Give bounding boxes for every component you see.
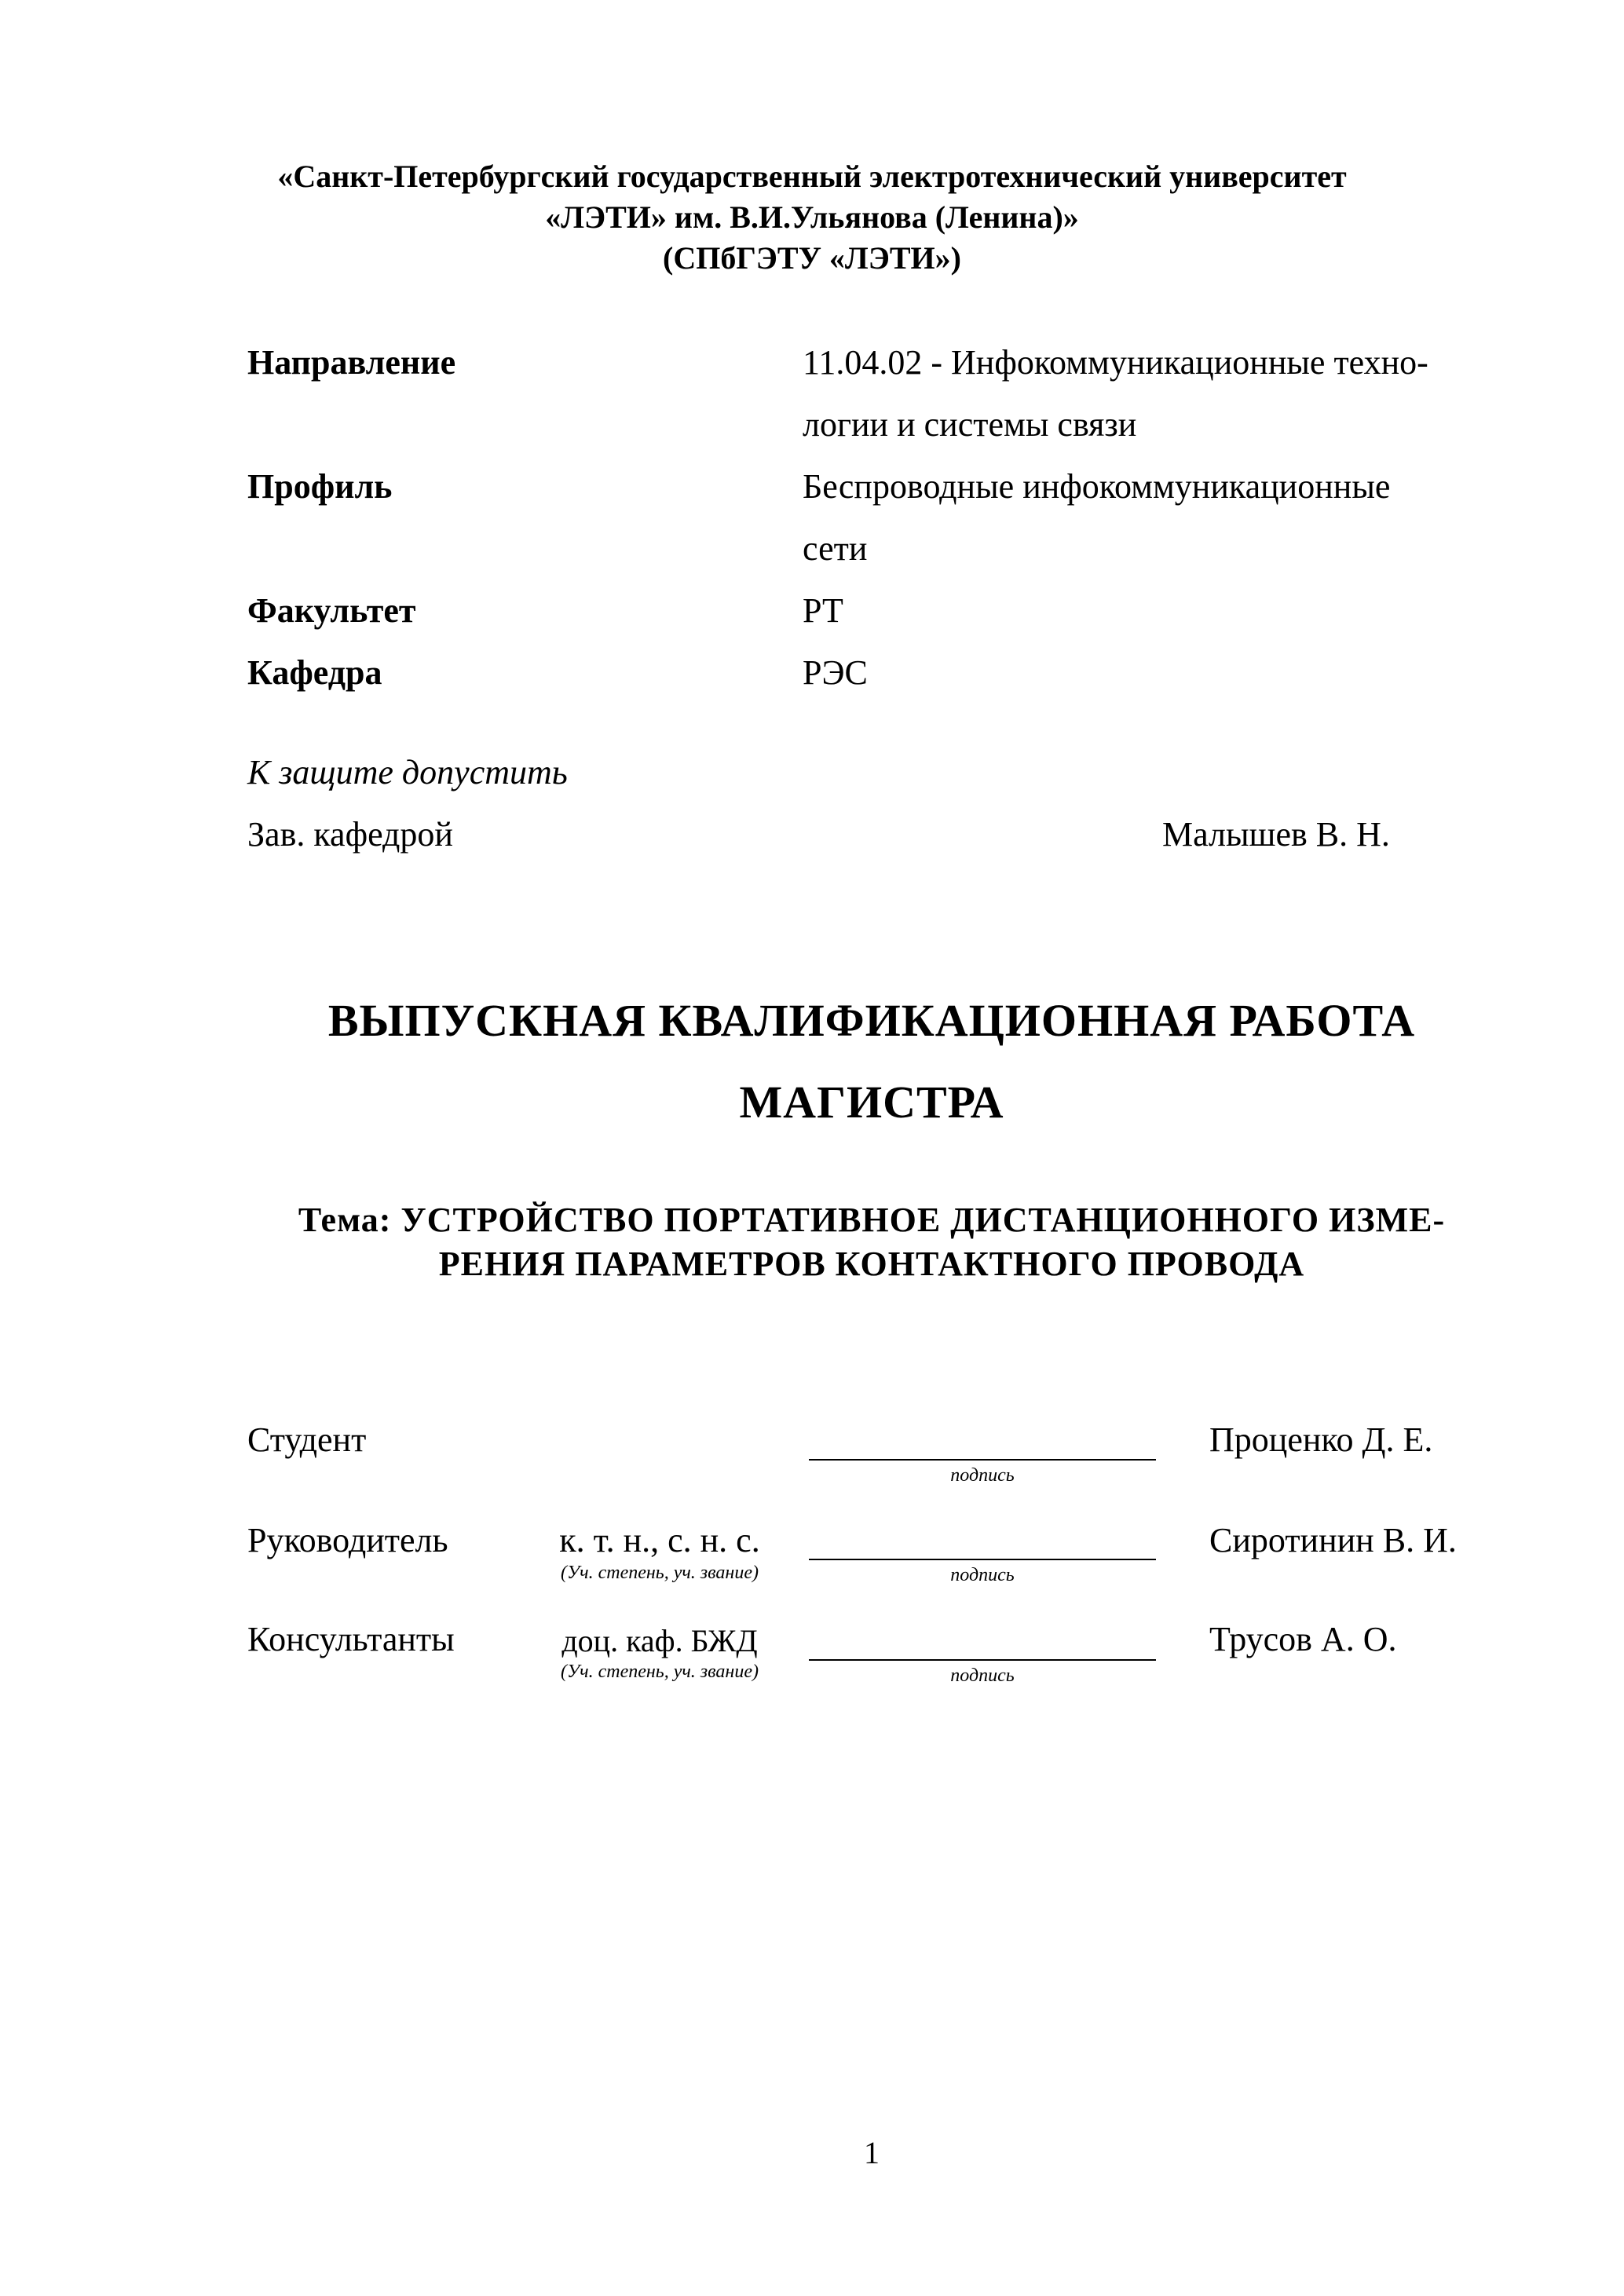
field-label-direction: Направление	[247, 343, 456, 382]
signature-role-consultants: Консультанты	[247, 1620, 455, 1658]
field-label-faculty: Факультет	[247, 591, 416, 630]
signature-caption-supervisor: подпись	[950, 1565, 1015, 1585]
signature-caption-consultants: подпись	[950, 1665, 1015, 1686]
field-value-direction-line1: 11.04.02 - Инфокоммуникационные техно-	[803, 343, 1428, 382]
signature-caption-student: подпись	[950, 1465, 1015, 1486]
topic-line2: РЕНИЯ ПАРАМЕТРОВ КОНТАКТНОГО ПРОВОДА	[438, 1245, 1305, 1283]
field-label-department: Кафедра	[247, 653, 382, 692]
signature-role-supervisor: Руководитель	[247, 1521, 448, 1559]
signature-name-supervisor: Сиротинин В. И.	[1209, 1521, 1457, 1559]
field-value-profile-line1: Беспроводные инфокоммуникационные	[803, 467, 1391, 506]
signature-degree-supervisor: к. т. н., с. н. с.	[559, 1521, 760, 1559]
thesis-title-line1: ВЫПУСКНАЯ КВАЛИФИКАЦИОННАЯ РАБОТА	[327, 995, 1416, 1046]
admission-text: К защите допустить	[247, 753, 568, 792]
signature-degree-consultants: доц. каф. БЖД	[561, 1623, 758, 1658]
page-number: 1	[864, 2135, 880, 2170]
admission-name: Малышев В. Н.	[1162, 815, 1390, 854]
signature-name-consultants: Трусов А. О.	[1209, 1620, 1397, 1658]
degree-caption-consultants: (Уч. степень, уч. звание)	[561, 1662, 759, 1682]
field-value-profile-line2: сети	[803, 529, 868, 568]
field-value-faculty: РТ	[803, 591, 843, 630]
university-name-line2: «ЛЭТИ» им. В.И.Ульянова (Ленина)»	[545, 199, 1079, 235]
admission-role: Зав. кафедрой	[247, 815, 453, 854]
university-abbreviation: (СПбГЭТУ «ЛЭТИ»)	[663, 240, 961, 276]
signature-name-student: Проценко Д. Е.	[1209, 1420, 1433, 1459]
signature-role-student: Студент	[247, 1420, 367, 1459]
degree-caption-supervisor: (Уч. степень, уч. звание)	[561, 1563, 759, 1583]
signature-line-supervisor	[809, 1559, 1156, 1560]
signature-line-consultants	[809, 1659, 1156, 1661]
field-value-direction-line2: логии и системы связи	[803, 405, 1137, 444]
topic-line1: Тема: УСТРОЙСТВО ПОРТАТИВНОЕ ДИСТАНЦИОННОГО ИЗМЕ-	[298, 1201, 1446, 1239]
signature-line-student	[809, 1459, 1156, 1461]
thesis-title-line2: МАГИСТРА	[739, 1077, 1004, 1128]
university-name-line1: «Санкт-Петербургский государственный электротехнический университет	[277, 159, 1347, 194]
field-label-profile: Профиль	[247, 467, 393, 506]
field-value-department: РЭС	[803, 653, 868, 692]
